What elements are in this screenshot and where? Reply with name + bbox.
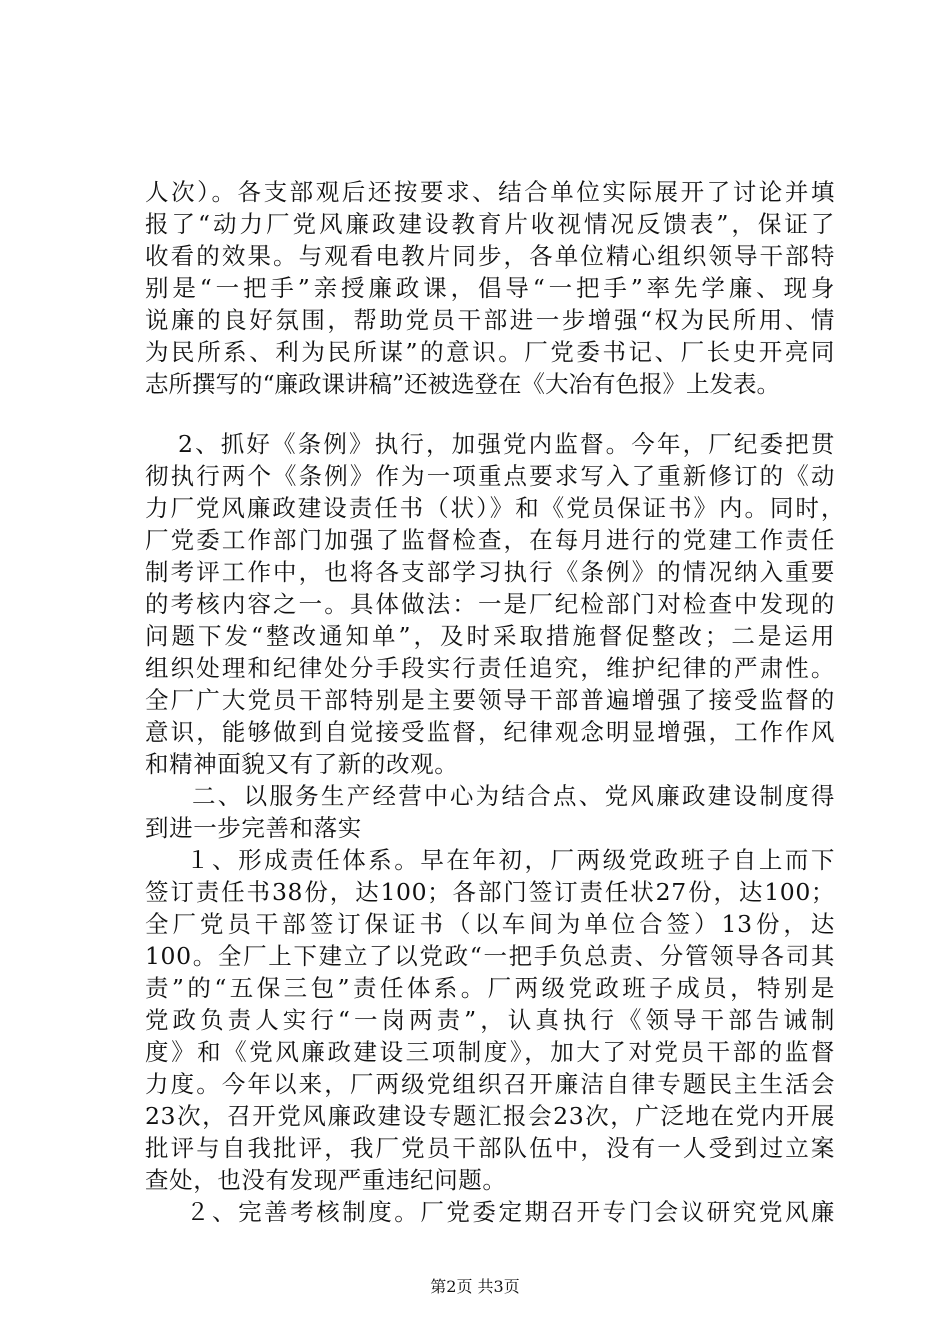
text-line: 别是“一把手”亲授廉政课，倡导“一把手”率先学廉、现身 bbox=[145, 274, 835, 302]
paragraph-heading: １、形成责任体系。早在年初，厂两级党政班子自上而下 bbox=[186, 846, 835, 874]
section-heading-cont: 到进一步完善和落实 bbox=[145, 814, 362, 842]
text-line: 力厂党风廉政建设责任书（状）》和《党员保证书》内。同时， bbox=[145, 494, 845, 522]
text-line: 说廉的良好氛围，帮助党员干部进一步增强“权为民所用、情 bbox=[145, 306, 835, 334]
page-number-footer: 第2页 共3页 bbox=[430, 1277, 520, 1296]
text-line: 党政负责人实行“一岗两责”，认真执行《领导干部告诫制 bbox=[145, 1006, 835, 1034]
text-line: 23次，召开党风廉政建设专题汇报会23次，广泛地在党内开展 bbox=[145, 1102, 835, 1130]
text-line: 为民所系、利为民所谋”的意识。厂党委书记、厂长史开亮同 bbox=[145, 338, 835, 366]
text-line: 志所撰写的“廉政课讲稿”还被选登在《大冶有色报》上发表。 bbox=[145, 370, 781, 398]
text-line: 的考核内容之一。具体做法：一是厂纪检部门对检查中发现的 bbox=[145, 590, 835, 618]
text-line: 彻执行两个《条例》作为一项重点要求写入了重新修订的《动 bbox=[145, 462, 835, 490]
text-line: 全厂广大党员干部特别是主要领导干部普遍增强了接受监督的 bbox=[145, 686, 835, 714]
text-line: 问题下发“整改通知单”，及时采取措施督促整改；二是运用 bbox=[145, 622, 835, 650]
text-line: 全厂党员干部签订保证书（以车间为单位合签）13份，达 bbox=[145, 910, 835, 938]
text-line: 度》和《党风廉政建设三项制度》，加大了对党员干部的监督 bbox=[145, 1038, 835, 1066]
text-line: 责”的“五保三包”责任体系。厂两级党政班子成员，特别是 bbox=[145, 974, 835, 1002]
text-line: 力度。今年以来，厂两级党组织召开廉洁自律专题民主生活会 bbox=[145, 1070, 835, 1098]
text-line: 组织处理和纪律处分手段实行责任追究，维护纪律的严肃性。 bbox=[145, 654, 835, 682]
text-line: 和精神面貌又有了新的改观。 bbox=[145, 750, 459, 778]
text-line: 100。全厂上下建立了以党政“一把手负总责、分管领导各司其 bbox=[145, 942, 835, 970]
paragraph-heading: ２、完善考核制度。厂党委定期召开专门会议研究党风廉 bbox=[186, 1198, 835, 1226]
text-line: 签订责任书38份，达100；各部门签订责任状27份，达100； bbox=[145, 878, 835, 906]
section-heading: 二、以服务生产经营中心为结合点、党风廉政建设制度得 bbox=[192, 782, 835, 810]
text-line: 厂党委工作部门加强了监督检查，在每月进行的党建工作责任 bbox=[145, 526, 835, 554]
text-line: 人次）。各支部观后还按要求、结合单位实际展开了讨论并填 bbox=[145, 178, 835, 206]
text-line: 收看的效果。与观看电教片同步，各单位精心组织领导干部特 bbox=[145, 242, 835, 270]
paragraph-heading: 2、抓好《条例》执行，加强党内监督。今年，厂纪委把贯 bbox=[178, 430, 835, 458]
text-line: 查处，也没有发现严重违纪问题。 bbox=[145, 1166, 507, 1194]
text-line: 制考评工作中，也将各支部学习执行《条例》的情况纳入重要 bbox=[145, 558, 835, 586]
text-line: 报了“动力厂党风廉政建设教育片收视情况反馈表”，保证了 bbox=[145, 210, 835, 238]
text-line: 批评与自我批评，我厂党员干部队伍中，没有一人受到过立案 bbox=[145, 1134, 835, 1162]
text-line: 意识，能够做到自觉接受监督，纪律观念明显增强，工作作风 bbox=[145, 718, 835, 746]
